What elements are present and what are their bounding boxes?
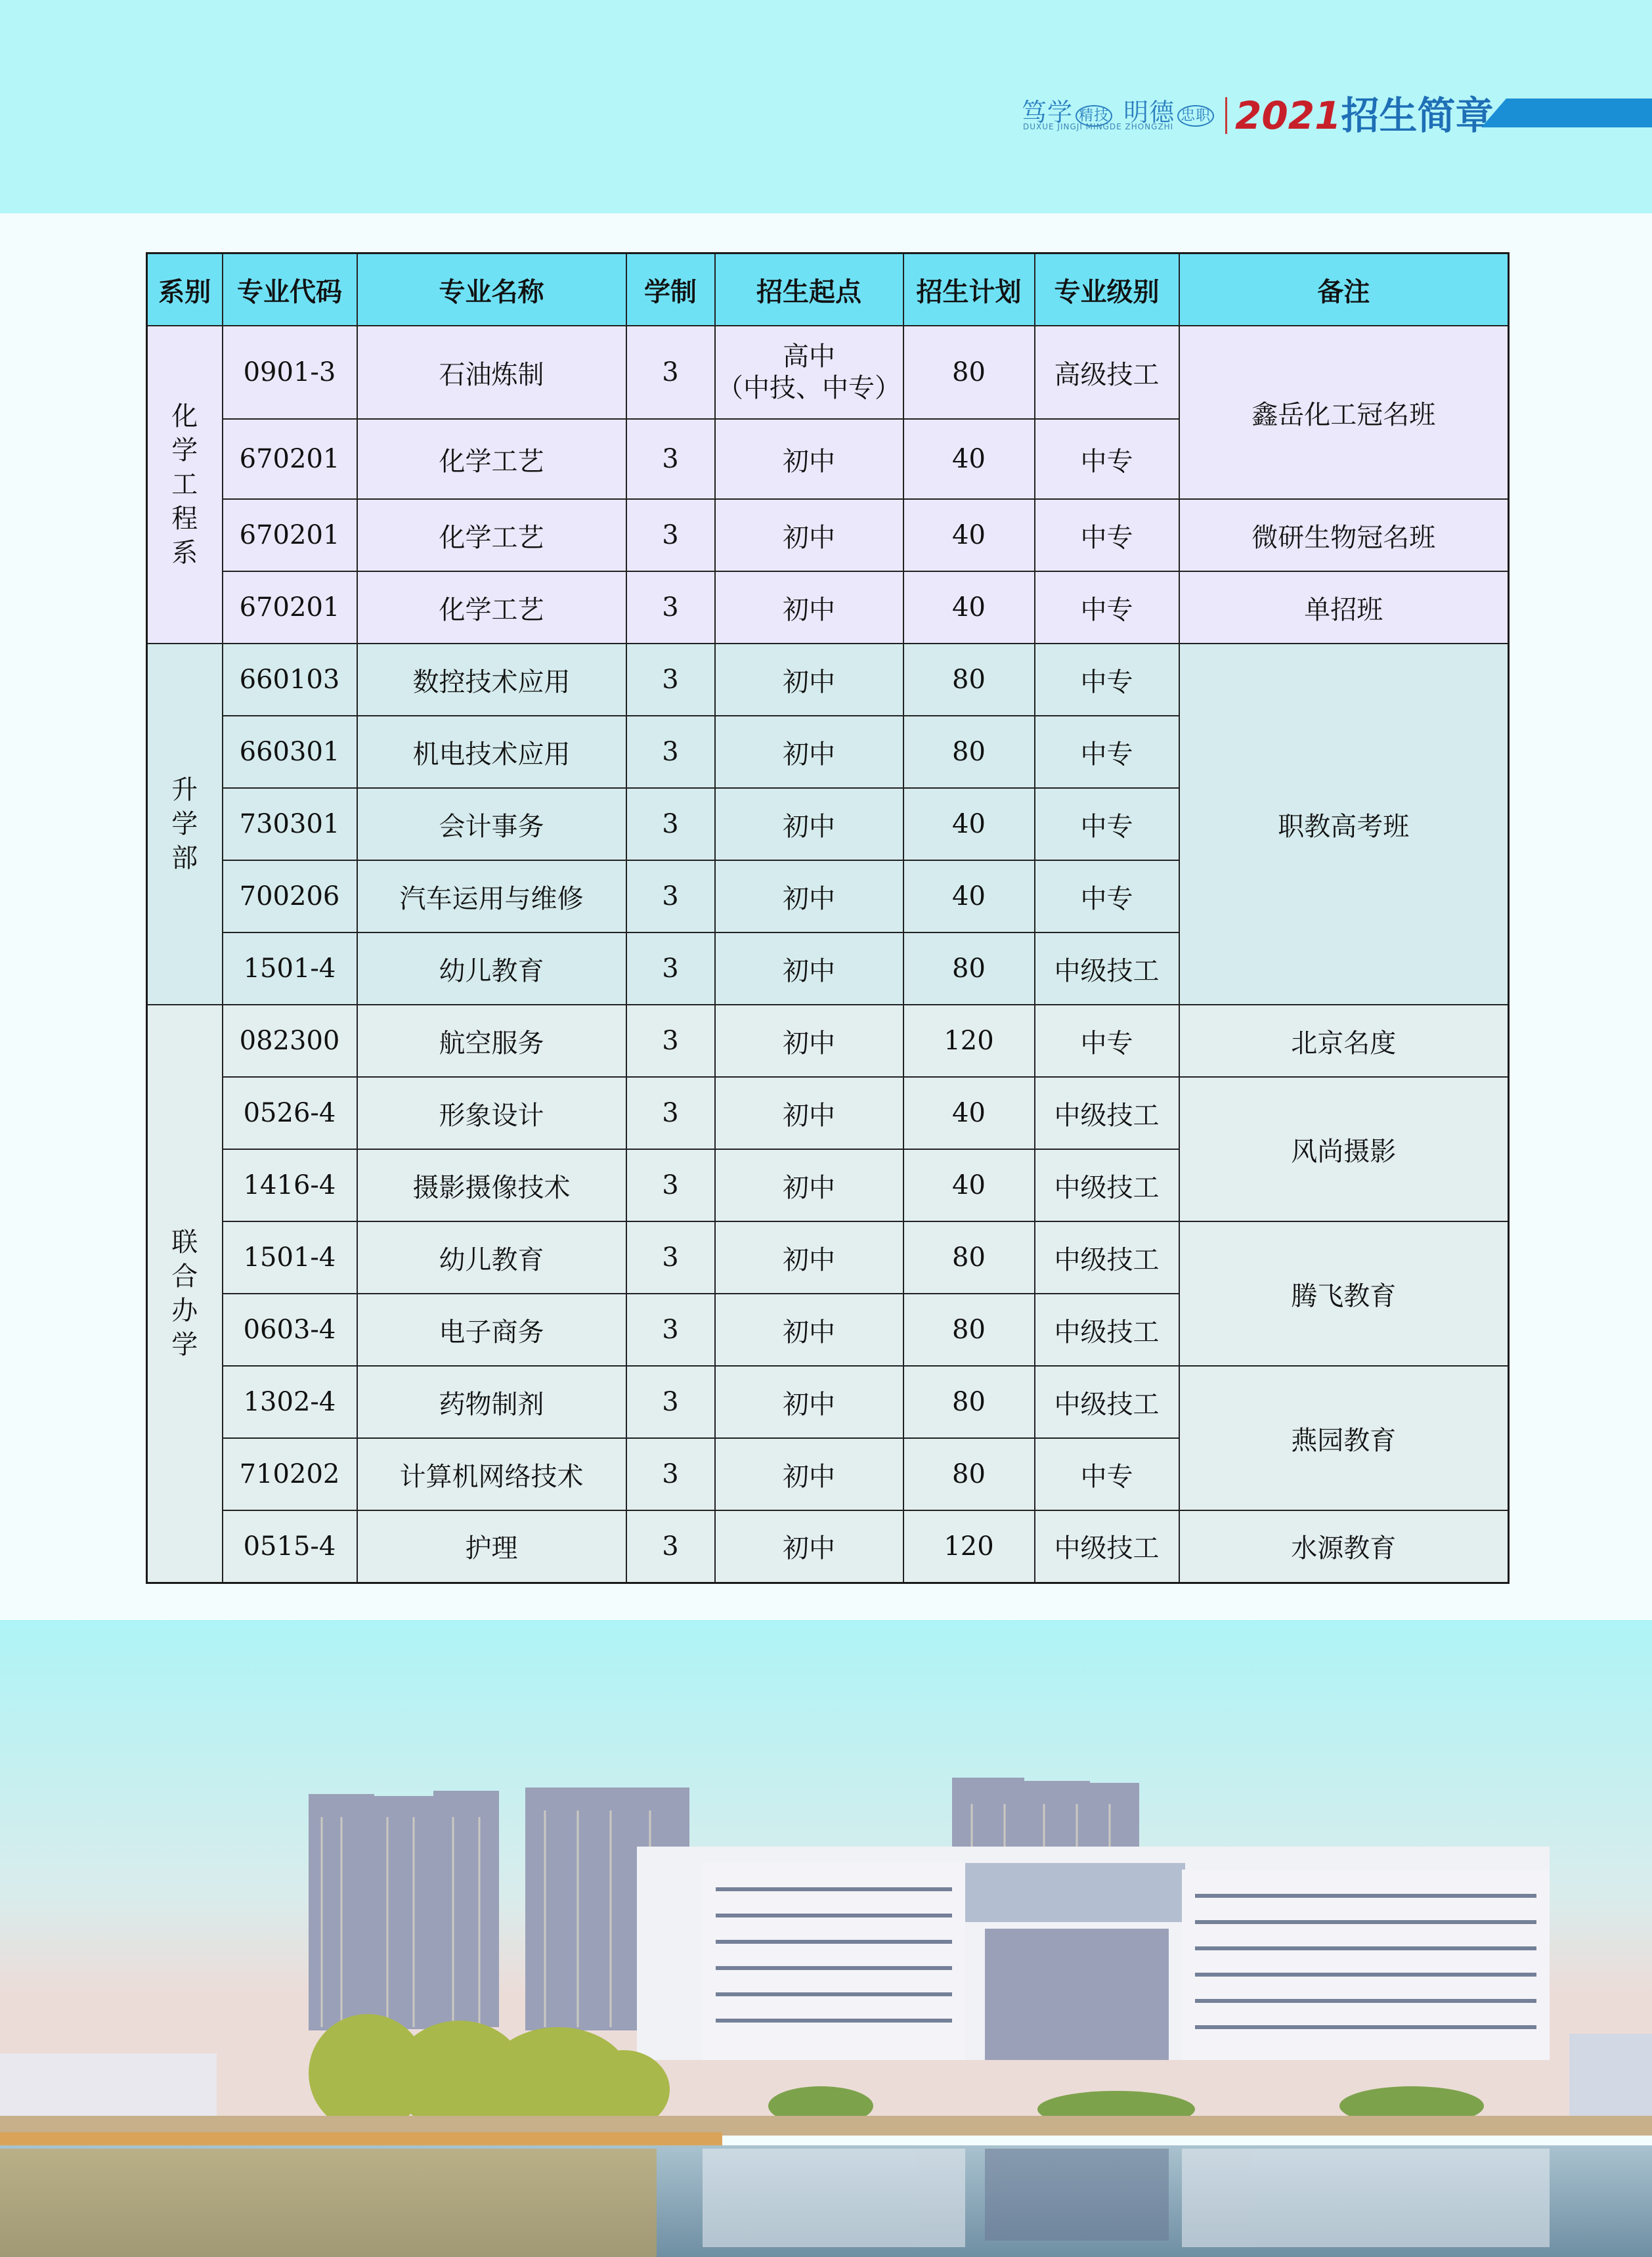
motto-part2: 明德 [1123, 98, 1175, 127]
cell-plan: 40 [903, 788, 1035, 860]
cell-years: 3 [626, 571, 715, 644]
cell-start [715, 326, 903, 419]
cell-remarks: 单招班 [1179, 571, 1509, 644]
cell-level: 中专 [1035, 419, 1179, 499]
cell-start: 初中 [715, 1005, 903, 1077]
motto-part1: 笃学 [1022, 98, 1074, 127]
table-row [147, 1005, 1509, 1077]
cell-name: 幼儿教育 [357, 1221, 626, 1294]
cell-code: 082300 [223, 1005, 357, 1077]
table-row [147, 1077, 1509, 1149]
cell-start: 初中 [715, 788, 903, 860]
cell-remarks: 职教高考班 [1179, 644, 1509, 1005]
cell-plan: 80 [903, 932, 1035, 1005]
cell-name: 护理 [357, 1510, 626, 1583]
cell-years: 3 [626, 419, 715, 499]
brochure-year: 2021 [1235, 93, 1341, 138]
col-header-remarks: 备注 [1179, 253, 1509, 326]
cell-start: 初中 [715, 1294, 903, 1366]
cell-plan: 40 [903, 1077, 1035, 1149]
cell-level: 中级技工 [1035, 1149, 1179, 1221]
admission-table-container [146, 252, 1508, 1584]
cell-years: 3 [626, 932, 715, 1005]
cell-code: 660301 [223, 716, 357, 788]
cell-code: 730301 [223, 788, 357, 860]
cell-level: 中级技工 [1035, 1510, 1179, 1583]
cell-code: 1302-4 [223, 1366, 357, 1438]
cell-plan: 80 [903, 1366, 1035, 1438]
cell-level: 中专 [1035, 716, 1179, 788]
cell-start-line2: （中技、中专） [717, 373, 901, 403]
left-building [0, 2053, 217, 2126]
cell-plan: 40 [903, 860, 1035, 932]
cell-name: 化学工艺 [357, 499, 626, 571]
cell-plan: 40 [903, 499, 1035, 571]
cell-name: 计算机网络技术 [357, 1438, 626, 1510]
cell-name: 摄影摄像技术 [357, 1149, 626, 1221]
reflections [0, 2149, 1550, 2257]
cell-start-line1: 高中 [783, 341, 835, 372]
cell-name: 幼儿教育 [357, 932, 626, 1005]
department-cell-upgrade: 升学部 [147, 644, 223, 1005]
cell-name: 形象设计 [357, 1077, 626, 1149]
cell-code: 670201 [223, 571, 357, 644]
cell-level: 中级技工 [1035, 1077, 1179, 1149]
cell-remarks: 微研生物冠名班 [1179, 499, 1509, 571]
cell-level: 中专 [1035, 788, 1179, 860]
cell-start: 初中 [715, 1438, 903, 1510]
cell-years: 3 [626, 788, 715, 860]
cell-name: 航空服务 [357, 1005, 626, 1077]
cell-level: 中级技工 [1035, 1366, 1179, 1438]
cell-code: 0603-4 [223, 1294, 357, 1366]
cell-years: 3 [626, 1438, 715, 1510]
department-cell-chem: 化学工程系 [147, 326, 223, 644]
cell-code: 670201 [223, 499, 357, 571]
cell-plan: 80 [903, 326, 1035, 419]
cell-plan: 80 [903, 644, 1035, 716]
col-header-years: 学制 [626, 253, 715, 326]
table-header-row [147, 253, 1509, 326]
col-header-code: 专业代码 [223, 253, 357, 326]
col-header-level: 专业级别 [1035, 253, 1179, 326]
cell-level: 中专 [1035, 644, 1179, 716]
campus-photo [0, 1620, 1652, 2257]
col-header-start: 招生起点 [715, 253, 903, 326]
cell-code: 670201 [223, 419, 357, 499]
cell-plan: 80 [903, 1294, 1035, 1366]
cell-remarks: 风尚摄影 [1179, 1077, 1509, 1221]
cell-years: 3 [626, 860, 715, 932]
header-accent-stripe [1481, 99, 1652, 127]
school-motto [1022, 92, 1219, 139]
cell-code: 710202 [223, 1438, 357, 1510]
cell-start: 初中 [715, 571, 903, 644]
cell-name: 电子商务 [357, 1294, 626, 1366]
table-row [147, 571, 1509, 644]
cell-plan: 80 [903, 716, 1035, 788]
cell-years: 3 [626, 644, 715, 716]
table-row [147, 499, 1509, 571]
brochure-header [1022, 92, 1652, 139]
admission-plan-table [146, 252, 1510, 1584]
cell-start: 初中 [715, 644, 903, 716]
cell-years: 3 [626, 1221, 715, 1294]
cell-remarks: 水源教育 [1179, 1510, 1509, 1583]
cell-plan: 40 [903, 419, 1035, 499]
cell-level: 中级技工 [1035, 1221, 1179, 1294]
cell-level: 中级技工 [1035, 1294, 1179, 1366]
cell-level: 中专 [1035, 571, 1179, 644]
cell-code: 1416-4 [223, 1149, 357, 1221]
cell-years: 3 [626, 1149, 715, 1221]
cell-plan: 40 [903, 571, 1035, 644]
header-divider [1225, 97, 1227, 134]
cell-years: 3 [626, 1294, 715, 1366]
cell-start: 初中 [715, 1077, 903, 1149]
cell-code: 700206 [223, 860, 357, 932]
cell-start: 初中 [715, 1221, 903, 1294]
cell-level: 中专 [1035, 1005, 1179, 1077]
cell-years: 3 [626, 716, 715, 788]
motto-badge2: 忠职 [1177, 105, 1214, 127]
col-header-department: 系别 [147, 253, 223, 326]
cell-code: 0526-4 [223, 1077, 357, 1149]
cell-start: 初中 [715, 1510, 903, 1583]
cell-code: 660103 [223, 644, 357, 716]
cell-remarks: 北京名度 [1179, 1005, 1509, 1077]
cell-remarks: 腾飞教育 [1179, 1221, 1509, 1366]
cell-level: 中专 [1035, 499, 1179, 571]
table-row [147, 644, 1509, 716]
table-row [147, 1221, 1509, 1294]
col-header-plan: 招生计划 [903, 253, 1035, 326]
cell-name: 化学工艺 [357, 419, 626, 499]
table-row [147, 1366, 1509, 1438]
cell-name: 汽车运用与维修 [357, 860, 626, 932]
cell-years: 3 [626, 499, 715, 571]
cell-start: 初中 [715, 419, 903, 499]
cell-level: 高级技工 [1035, 326, 1179, 419]
brochure-title-text: 招生简章 [1341, 93, 1494, 138]
cell-years: 3 [626, 1510, 715, 1583]
table-row [147, 1510, 1509, 1583]
cell-plan: 40 [903, 1149, 1035, 1221]
cell-start: 初中 [715, 499, 903, 571]
cell-start: 初中 [715, 1149, 903, 1221]
cell-plan: 120 [903, 1510, 1035, 1583]
cell-name: 会计事务 [357, 788, 626, 860]
cell-code: 1501-4 [223, 1221, 357, 1294]
table-row [147, 326, 1509, 419]
cell-years: 3 [626, 1366, 715, 1438]
cell-code: 0515-4 [223, 1510, 357, 1583]
cell-name: 药物制剂 [357, 1366, 626, 1438]
cell-plan: 80 [903, 1438, 1035, 1510]
cell-name: 化学工艺 [357, 571, 626, 644]
cell-plan: 80 [903, 1221, 1035, 1294]
cell-level: 中专 [1035, 860, 1179, 932]
cell-start: 初中 [715, 1366, 903, 1438]
motto-pinyin: DUXUE JINGJI MINGDE ZHONGZHI [1023, 122, 1174, 131]
cell-code: 1501-4 [223, 932, 357, 1005]
cell-name: 石油炼制 [357, 326, 626, 419]
cell-name: 数控技术应用 [357, 644, 626, 716]
brochure-title [1235, 92, 1493, 139]
cell-name: 机电技术应用 [357, 716, 626, 788]
department-cell-joint: 联合办学 [147, 1005, 223, 1583]
cell-start: 初中 [715, 860, 903, 932]
cell-level: 中级技工 [1035, 932, 1179, 1005]
cell-remarks: 鑫岳化工冠名班 [1179, 326, 1509, 499]
cell-start: 初中 [715, 716, 903, 788]
cell-years: 3 [626, 326, 715, 419]
cell-start: 初中 [715, 932, 903, 1005]
cell-level: 中专 [1035, 1438, 1179, 1510]
col-header-name: 专业名称 [357, 253, 626, 326]
cell-plan: 120 [903, 1005, 1035, 1077]
cell-years: 3 [626, 1077, 715, 1149]
right-building [1569, 2034, 1652, 2119]
cell-code: 0901-3 [223, 326, 357, 419]
cell-years: 3 [626, 1005, 715, 1077]
embankment-wall [0, 2132, 722, 2147]
motto-badge1: 精技 [1076, 105, 1112, 127]
cell-remarks: 燕园教育 [1179, 1366, 1509, 1510]
